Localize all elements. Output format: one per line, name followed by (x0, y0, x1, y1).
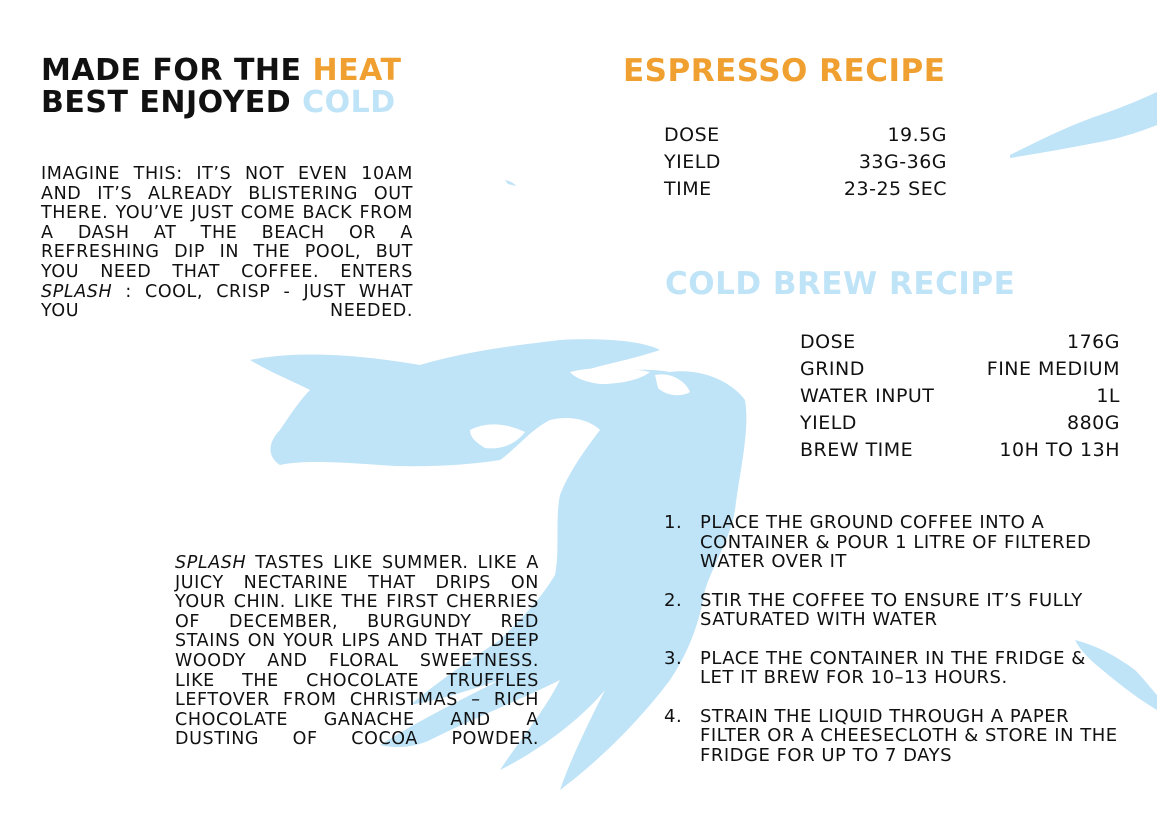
step-number: 3. (664, 647, 683, 669)
cold-brew-spec-row-grind (800, 356, 1120, 383)
headline-cold-word: COLD (302, 85, 396, 120)
step-item (664, 649, 1124, 688)
spec-value: 23-25 SEC (843, 178, 947, 200)
espresso-spec-list (664, 122, 947, 203)
spec-label: YIELD (664, 151, 721, 173)
taste-text: TASTES LIKE SUMMER. LIKE A JUICY NECTARINE THAT DRIPS ON YOUR CHIN. LIKE THE FIRST CHERRIES OF DECEMBER, BURGUNDY RED STAINS ON YOUR LIPS AND THAT DEEP WOODY AND FLORAL SWEETNESS. LIKE THE CHOCOLATE TRUFFLES LEFTOVER FROM CHRISTMAS – RICH CHOCOLATE GANACHE AND A DUSTING OF COCOA POWDER. (175, 553, 539, 750)
spec-label: WATER INPUT (800, 385, 935, 407)
espresso-spec-row-yield (664, 149, 947, 176)
spec-value: 880G (1067, 412, 1120, 434)
step-item (664, 707, 1124, 766)
taste-paragraph (175, 554, 539, 750)
spec-label: YIELD (800, 412, 857, 434)
cold-brew-spec-row-brew-time (800, 437, 1120, 464)
step-item (664, 513, 1124, 572)
headline-line-2 (41, 87, 401, 119)
cold-brew-spec-row-yield (800, 410, 1120, 437)
taste-splash-emphasis: SPLASH (175, 553, 247, 573)
step-number: 4. (664, 705, 683, 727)
cold-brew-steps (664, 513, 1124, 784)
cold-brew-spec-list (800, 329, 1120, 464)
intro-text-part-1: IMAGINE THIS: IT’S NOT EVEN 10AM AND IT’S ALREADY BLISTERING OUT THERE. YOU’VE JUST COME BACK FROM A DASH AT THE BEACH OR A REFRESHING DIP IN THE POOL, BUT YOU NEED THAT COFFEE. ENTERS (41, 164, 413, 282)
headline-line-1 (41, 55, 401, 87)
spec-label: GRIND (800, 358, 865, 380)
headline-line-1-text: MADE FOR THE (41, 53, 313, 88)
espresso-recipe-title: ESPRESSO RECIPE (623, 53, 946, 89)
spec-value: 1L (1096, 385, 1120, 407)
cold-brew-spec-row-dose (800, 329, 1120, 356)
headline-heat-word: HEAT (312, 53, 402, 88)
step-text: STRAIN THE LIQUID THROUGH A PAPER FILTER OR A CHEESECLOTH & STORE IN THE FRIDGE FOR UP TO 7 DAYS (700, 705, 1118, 766)
step-item (664, 591, 1124, 630)
step-number: 2. (664, 589, 683, 611)
intro-text-part-2: : COOL, CRISP - JUST WHAT YOU NEEDED. (41, 281, 413, 322)
espresso-spec-row-dose (664, 122, 947, 149)
intro-splash-emphasis: SPLASH (41, 281, 113, 302)
step-text: STIR THE COFFEE TO ENSURE IT’S FULLY SATURATED WITH WATER (700, 589, 1083, 630)
spec-value: 19.5G (887, 124, 947, 146)
spec-label: BREW TIME (800, 439, 914, 461)
step-number: 1. (664, 512, 683, 533)
spec-value: 176G (1067, 331, 1120, 353)
headline (41, 55, 401, 119)
cold-brew-spec-row-water-input (800, 383, 1120, 410)
step-text: PLACE THE CONTAINER IN THE FRIDGE & LET IT BREW FOR 10–13 HOURS. (700, 647, 1086, 688)
espresso-spec-row-time (664, 176, 947, 203)
spec-value: FINE MEDIUM (986, 358, 1120, 380)
cold-brew-recipe-title: COLD BREW RECIPE (665, 266, 1016, 302)
spec-value: 10H TO 13H (999, 439, 1120, 461)
spec-value: 33G-36G (858, 151, 947, 173)
spec-label: DOSE (664, 124, 720, 146)
spec-label: TIME (664, 178, 712, 200)
headline-line-2-text: BEST ENJOYED (41, 85, 303, 120)
spec-label: DOSE (800, 331, 856, 353)
step-text: PLACE THE GROUND COFFEE INTO A CONTAINER & POUR 1 LITRE OF FILTERED WATER OVER IT (700, 512, 1092, 572)
intro-paragraph (41, 165, 413, 322)
